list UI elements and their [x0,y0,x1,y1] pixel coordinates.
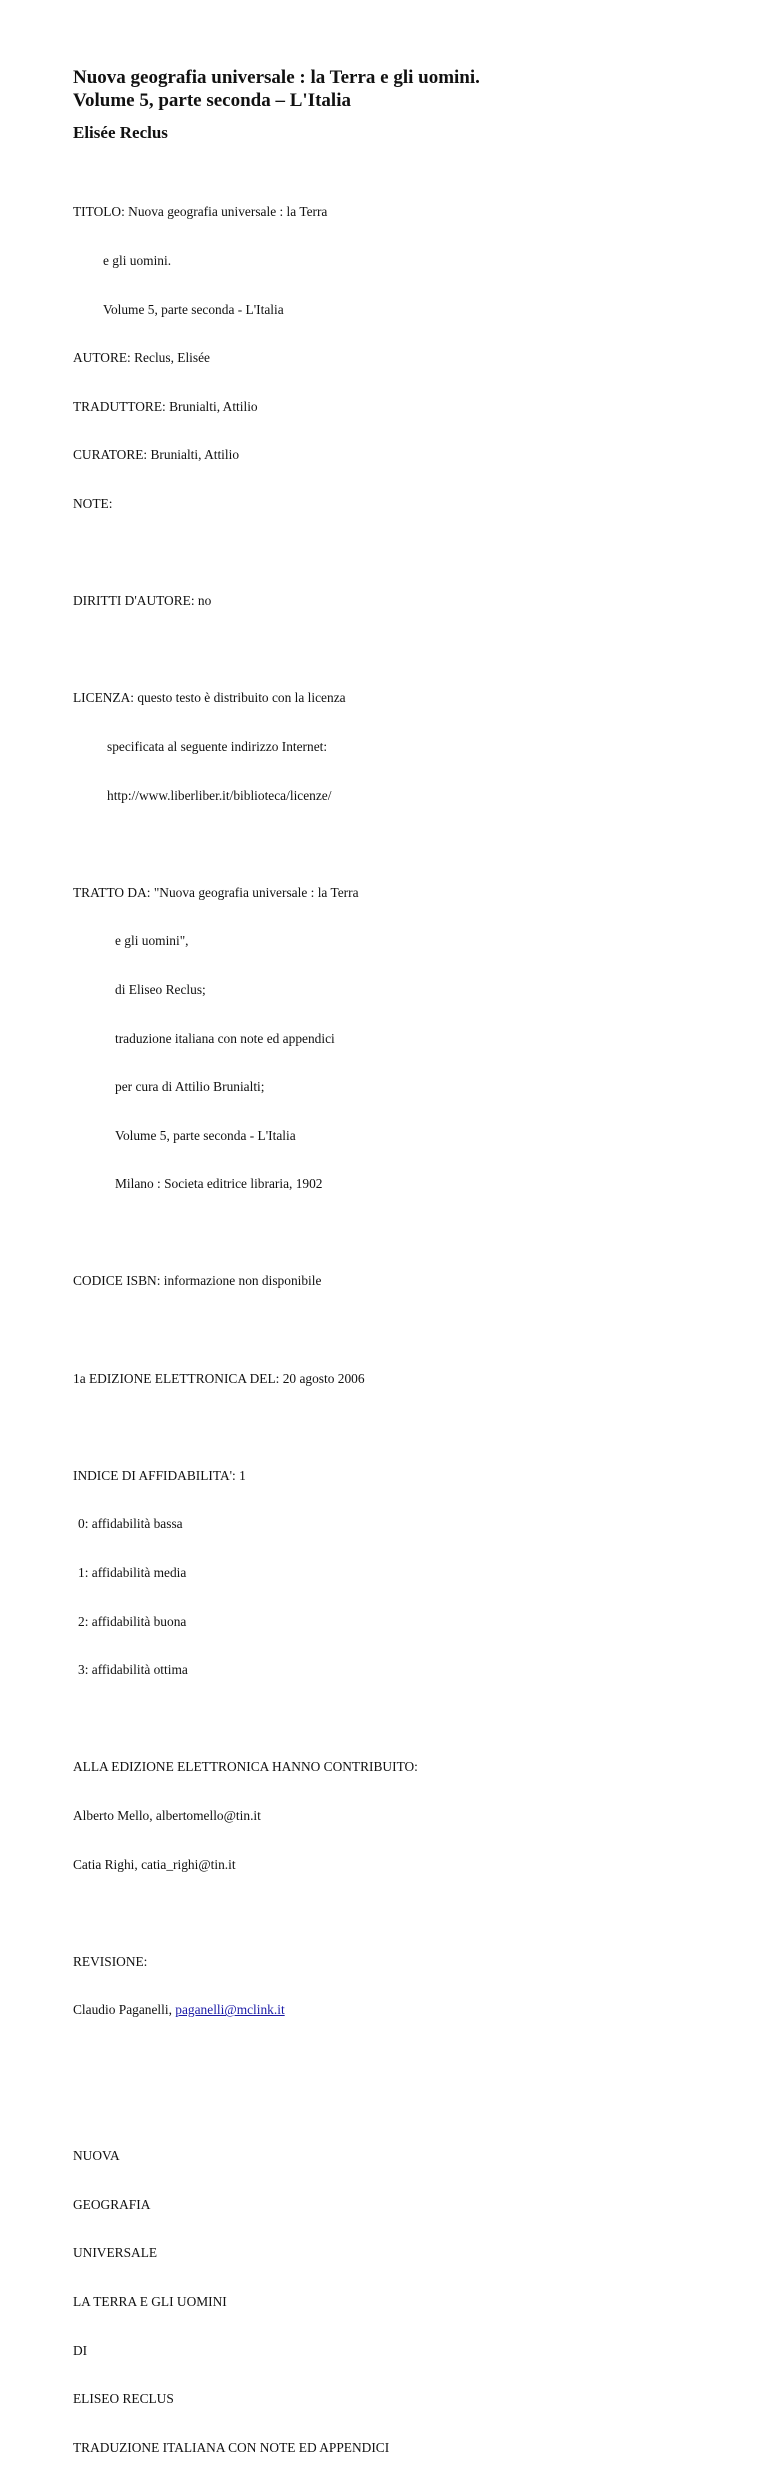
note-line: NOTE: [73,495,113,511]
tratto-line-7: Milano : Societa editrice libraria, 1902 [115,1176,323,1192]
affidabilita-1: 1: affidabilità media [78,1565,187,1581]
tratto-line-3: di Eliseo Reclus; [115,981,206,997]
revisore-email-link[interactable]: paganelli@mclink.it [175,2002,285,2018]
titolo-line-2: e gli uomini. [103,253,172,268]
document-author: Elisée Reclus [73,123,168,142]
revisore-name: Claudio Paganelli, [73,2002,176,2018]
contributor-1: Alberto Mello, albertomello@tin.it [73,1808,261,1823]
licenza-line-3: http://www.liberliber.it/biblioteca/licenze/ [107,787,332,803]
diritti-line: DIRITTI D'AUTORE: no [73,593,212,609]
tratto-line-6: Volume 5, parte seconda - L'Italia [115,1127,296,1143]
contributo-heading: ALLA EDIZIONE ELETTRONICA HANNO CONTRIBUITO: [73,1759,418,1775]
affidabilita-3: 3: affidabilità ottima [78,1662,188,1678]
front-matter-line-6: ELISEO RECLUS [73,2391,174,2407]
indice-line: INDICE DI AFFIDABILITA': 1 [73,1467,246,1483]
tratto-line-2: e gli uomini", [115,933,189,949]
spacer [73,1419,733,1435]
title-line-2: Volume 5, parte seconda – L'Italia [73,90,351,111]
isbn-line: CODICE ISBN: informazione non disponibile [73,1273,322,1289]
titolo-line-3: Volume 5, parte seconda - L'Italia [103,301,284,317]
spacer [73,1905,733,1921]
tratto-line-4: traduzione italiana con note ed appendici [115,1030,335,1046]
front-matter-line-3: UNIVERSALE [73,2245,158,2261]
tratto-line-5: per cura di Attilio Brunialti; [115,1079,265,1095]
licenza-line-1: LICENZA: questo testo è distribuito con la licenza [73,690,346,706]
front-matter-line-1: NUOVA [73,2148,120,2164]
affidabilita-2: 2: affidabilità buona [78,1613,187,1629]
spacer [73,545,733,561]
revisione-heading: REVISIONE: [73,1953,148,1969]
front-matter-line-7: TRADUZIONE ITALIANA CON NOTE ED APPENDICI [73,2439,390,2455]
titolo-line-1: TITOLO: Nuova geografia universale : la Terra [73,204,328,220]
spacer [73,2051,733,2067]
spacer [73,2100,733,2116]
contributor-2: Catia Righi, catia_righi@tin.it [73,1856,236,1872]
revisore-line [73,2002,733,2018]
licenza-line-2: specificata al seguente indirizzo Internet: [107,738,328,754]
tratto-line-1: TRATTO DA: "Nuova geografia universale : la Terra [73,884,359,900]
spacer [73,1225,733,1241]
title-line-1: Nuova geografia universale : la Terra e gli uomini. [73,67,480,88]
spacer [73,1322,733,1338]
document-page [73,66,733,2488]
front-matter-line-4: LA TERRA E GLI UOMINI [73,2293,227,2309]
spacer [73,1711,733,1727]
front-matter-line-5: DI [73,2342,88,2358]
document-title [73,66,733,112]
spacer [73,642,733,658]
curatore-line: CURATORE: Brunialti, Attilio [73,447,240,463]
front-matter-line-2: GEOGRAFIA [73,2196,151,2212]
edizione-line: 1a EDIZIONE ELETTRONICA DEL: 20 agosto 2006 [73,1370,365,1386]
spacer [73,836,733,852]
traduttore-line: TRADUTTORE: Brunialti, Attilio [73,398,258,414]
metadata-block [73,172,733,2488]
affidabilita-0: 0: affidabilità bassa [78,1516,183,1532]
autore-line: AUTORE: Reclus, Elisée [73,350,210,366]
